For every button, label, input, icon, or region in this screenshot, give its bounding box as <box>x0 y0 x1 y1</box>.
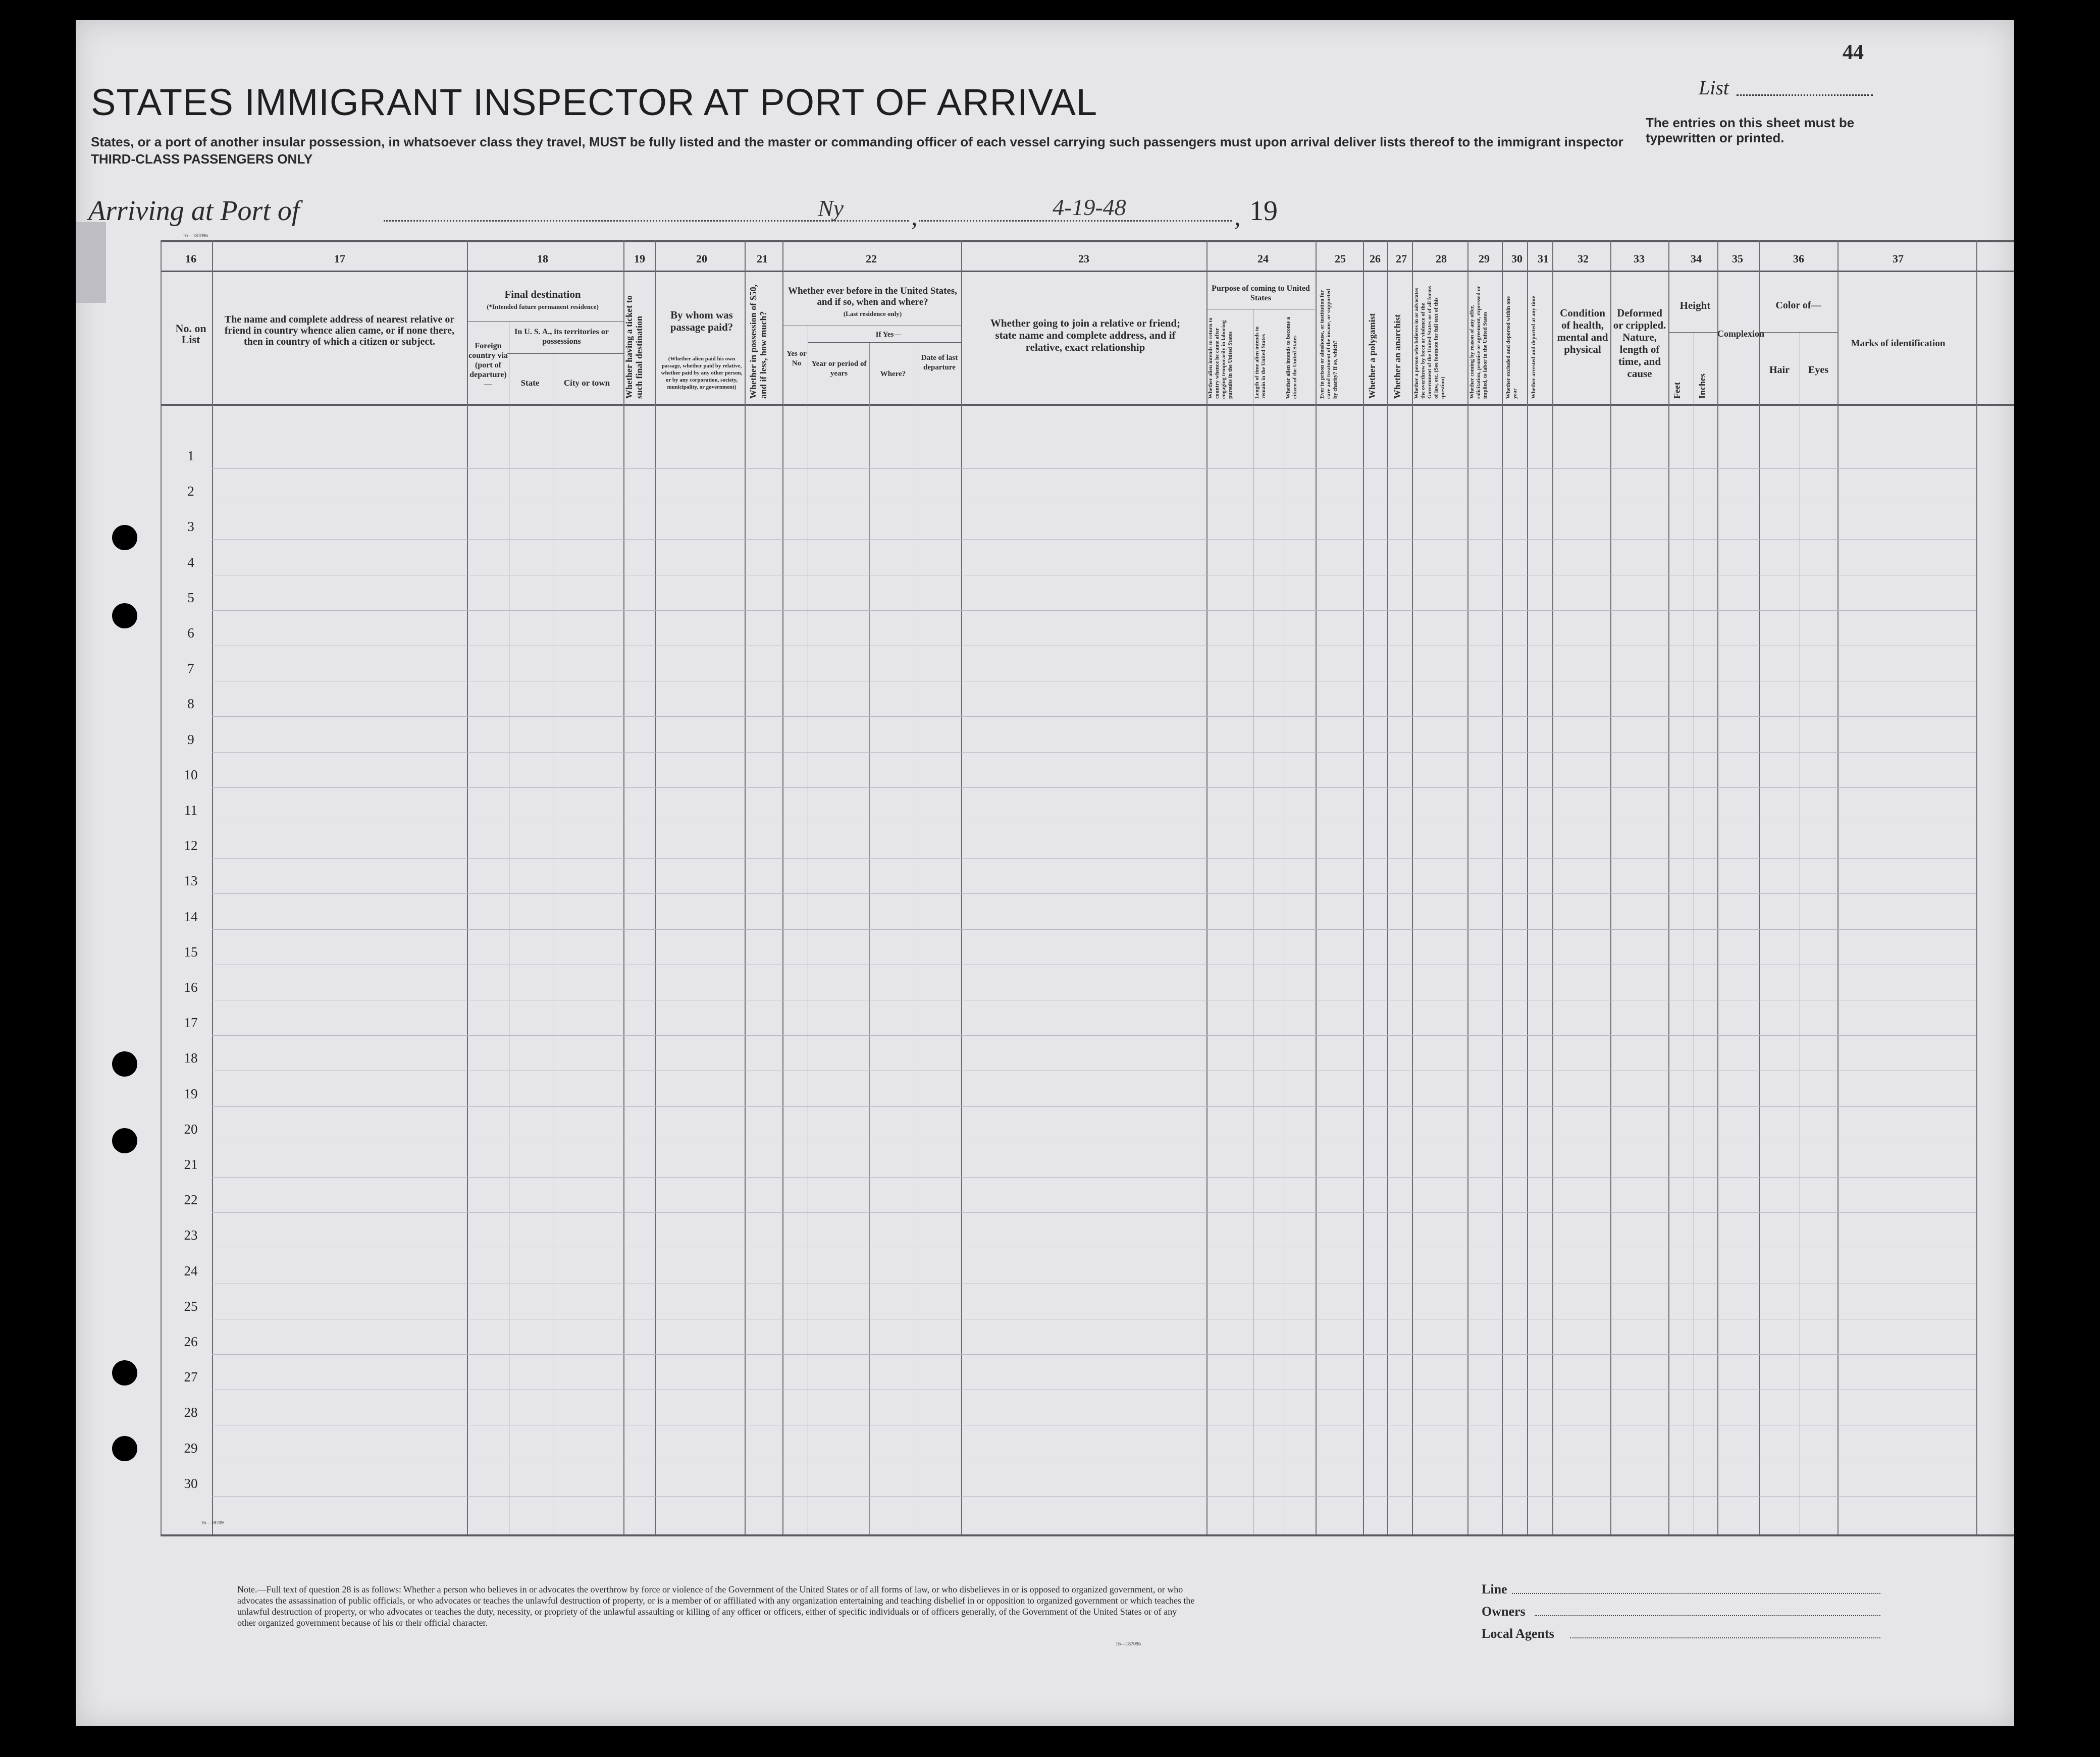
row-number: 4 <box>187 554 194 570</box>
column-divider <box>782 240 783 1534</box>
header-prison: Ever in prison or almshouse, or institution for care and treatment of the insane, or supported by charity? If so, which? <box>1319 289 1338 399</box>
port-value: Ny <box>818 195 844 221</box>
row-number: 10 <box>184 767 198 782</box>
row-number: 2 <box>187 484 194 499</box>
colnum-37: 37 <box>1893 252 1904 265</box>
row-number: 27 <box>184 1369 198 1385</box>
form-code-bottom: 16—18709 <box>201 1520 224 1526</box>
list-field[interactable] <box>1737 94 1873 96</box>
header-years: Year or period of years <box>811 360 867 378</box>
column-divider <box>1387 240 1388 1534</box>
column-divider <box>1610 240 1611 1534</box>
colnum-34: 34 <box>1691 252 1702 265</box>
column-divider <box>1363 240 1364 1534</box>
header-overthrow: Whether a person who believes in or advocates the overthrow by force or violence of the Government of the United States or of all forms of law, etc. (See footnote for full text of this question) <box>1413 286 1446 399</box>
header-hair: Hair <box>1769 364 1790 376</box>
instructions <box>91 133 1706 168</box>
punch-hole <box>112 1436 137 1461</box>
row-number: 22 <box>184 1192 198 1208</box>
colnum-16: 16 <box>185 252 196 265</box>
row-number: 15 <box>184 944 198 960</box>
footnote-code: 16—18709b <box>1116 1641 1141 1647</box>
colnum-22: 22 <box>866 252 877 265</box>
row-number: 14 <box>184 909 198 924</box>
header-if-yes: If Yes— <box>875 331 902 339</box>
manifest-sheet <box>76 20 2014 1726</box>
row-number: 16 <box>184 980 198 995</box>
column-divider <box>212 240 213 1534</box>
table-bottom-rule <box>161 1534 2014 1536</box>
comma: , <box>1234 202 1241 231</box>
row-number: 9 <box>187 731 194 747</box>
row-number: 17 <box>184 1015 198 1031</box>
usa-subrule <box>507 353 623 354</box>
form-code-top: 16—18709b <box>183 233 208 239</box>
header-purpose: Purpose of coming to United States <box>1212 284 1310 302</box>
table-row[interactable] <box>212 1035 1976 1036</box>
header-ever-before: Whether ever before in the United States, and if so, when and where? <box>788 286 958 307</box>
header-in-usa: In U. S. A., its territories or possessions <box>514 328 609 346</box>
list-label: List <box>1699 76 1729 99</box>
row-number: 19 <box>184 1086 198 1101</box>
row-number: 5 <box>187 590 194 605</box>
row-number: 18 <box>184 1050 198 1066</box>
row-number: 24 <box>184 1263 198 1279</box>
table-row[interactable] <box>212 1496 1976 1497</box>
header-eyes: Eyes <box>1808 364 1828 376</box>
colnum-28: 28 <box>1436 252 1447 265</box>
header-fifty-dollars: Whether in possession of $50, and if less, how much? <box>748 284 768 399</box>
colnum-23: 23 <box>1078 252 1089 265</box>
line-field[interactable] <box>1512 1593 1880 1594</box>
header-excluded: Whether excluded and deported within one year <box>1505 296 1518 399</box>
punch-hole <box>112 603 137 628</box>
header-deformed: Deformed or crippled. Nature, length of time, and cause <box>1613 307 1666 380</box>
page-number: 44 <box>1843 41 1864 64</box>
row-number: 6 <box>187 625 194 641</box>
header-passage-paid-sub: (Whether alien paid his own passage, whether paid by relative, whether paid by any other person, or by any corporation, society, municipality, or government) <box>661 356 743 390</box>
header-purpose-length: Length of time alien intends to remain in the United States <box>1254 326 1267 399</box>
table-row[interactable] <box>212 1106 1976 1107</box>
column-divider <box>623 240 624 1534</box>
color-subrule <box>1759 332 1838 333</box>
column-divider <box>467 240 468 1534</box>
date-value: 4-19-48 <box>1053 194 1126 220</box>
local-agents-label: Local Agents <box>1482 1626 1554 1641</box>
line-label: Line <box>1482 1582 1507 1596</box>
punch-hole <box>112 525 137 550</box>
table-top-rule <box>161 240 2014 242</box>
colnum-32: 32 <box>1578 252 1589 265</box>
column-divider <box>655 240 656 1534</box>
table-row[interactable] <box>212 539 1976 540</box>
row-number: 21 <box>184 1157 198 1172</box>
header-purpose-return: Whether alien intends to return to country whence he came after engaging temporarily in laboring pursuits in the United States <box>1208 317 1233 399</box>
colnum-29: 29 <box>1479 252 1490 265</box>
header-inches: Inches <box>1697 373 1707 399</box>
local-agents-field[interactable] <box>1570 1637 1880 1638</box>
row-number: 12 <box>184 838 198 854</box>
height-subrule <box>1669 332 1717 333</box>
final-dest-subrule <box>467 321 623 322</box>
table-row[interactable] <box>212 610 1976 611</box>
header-date-departure: Date of last departure <box>921 354 958 371</box>
header-join-relative: Whether going to join a relative or friend; state name and complete address, and if relative, exact relationship <box>990 317 1181 353</box>
header-ticket: Whether having a ticket to such final destination <box>624 295 644 399</box>
row-number: 29 <box>184 1440 198 1456</box>
header-no-on-list: No. on List <box>175 322 206 346</box>
colnum-19: 19 <box>634 252 645 265</box>
column-divider <box>1316 240 1317 1534</box>
row-number: 3 <box>187 519 194 535</box>
colnum-17: 17 <box>334 252 345 265</box>
footnote-question-28: Note.—Full text of question 28 is as follows: Whether a person who believes in or advocates the overthrow by force or violence of the Government of the United States or of all forms of law, or who disbelieves in or is opposed to organized government, or who advocates the assassination of public officials, or who advocates or teaches the unlawful destruction of property, or is a member of or affiliated with any organization entertaining and teaching disbelief in or opposition to organized government or which teaches the unlawful destruction of property, or who advocates or teaches the duty, necessity, or propriety of the unlawful assaulting or killing of any officer or officers, either of specific individuals or of officers generally, of the Government of the United States or of any other organized government because of his or their official character. <box>237 1584 1195 1628</box>
torn-edge <box>76 222 106 303</box>
arriving-label: Arriving at Port of <box>88 195 300 227</box>
column-divider <box>961 240 962 1534</box>
header-passage-paid: By whom was passage paid? <box>670 309 733 333</box>
colnum-30: 30 <box>1511 252 1522 265</box>
colnum-35: 35 <box>1732 252 1743 265</box>
colnum-21: 21 <box>757 252 768 265</box>
header-color-of: Color of— <box>1775 300 1821 311</box>
table-row[interactable] <box>212 468 1976 469</box>
comma: , <box>911 202 918 231</box>
header-health: Condition of health, mental and physical <box>1557 307 1608 355</box>
header-where: Where? <box>880 370 906 378</box>
colnum-rule <box>161 271 2014 272</box>
table-row[interactable] <box>212 1354 1976 1355</box>
header-yes-no: Yes or No <box>786 350 807 367</box>
row-number: 11 <box>184 803 197 818</box>
column-divider <box>869 342 870 1534</box>
header-final-destination-sub: (*Intended future permanent residence) <box>487 303 599 310</box>
table-row[interactable] <box>212 858 1976 859</box>
colnum-24: 24 <box>1257 252 1269 265</box>
colnum-20: 20 <box>696 252 707 265</box>
column-divider <box>1502 240 1503 1534</box>
header-feet: Feet <box>1672 382 1682 399</box>
header-marks: Marks of identification <box>1851 338 1946 349</box>
year-prefix: 19 <box>1249 195 1278 227</box>
colnum-18: 18 <box>537 252 548 265</box>
colnum-36: 36 <box>1793 252 1804 265</box>
header-foreign-country: Foreign country via (port of departure)— <box>468 342 508 389</box>
column-divider <box>1717 240 1718 1534</box>
table-row[interactable] <box>212 787 1976 788</box>
table-row[interactable] <box>212 752 1976 753</box>
header-labor-offer: Whether coming by reason of any offer, solicitation, promise or agreement, expressed or implied, to labor in the United States <box>1469 286 1488 399</box>
table-row[interactable] <box>212 893 1976 894</box>
column-divider <box>1527 240 1528 1534</box>
header-bottom-rule <box>161 404 2014 406</box>
column-divider <box>1467 240 1468 1534</box>
header-arrested: Whether arrested and deported at any time <box>1531 296 1537 399</box>
row-number: 8 <box>187 696 194 712</box>
row-number: 7 <box>187 661 194 676</box>
owners-label: Owners <box>1482 1604 1526 1619</box>
column-divider <box>745 240 746 1534</box>
instruction-text: States, or a port of another insular possession, in whatsoever class they travel, MUST be fully listed and the master or commanding officer of each vessel carrying such passengers must upon arrival deliver lists thereof to the immigrant inspector <box>91 134 1623 149</box>
table-row[interactable] <box>212 929 1976 930</box>
owners-field[interactable] <box>1535 1615 1880 1616</box>
table-row[interactable] <box>212 716 1976 717</box>
column-divider <box>1412 240 1413 1534</box>
row-number: 20 <box>184 1121 198 1137</box>
punch-hole <box>112 1128 137 1153</box>
header-purpose-citizen: Whether alien intends to become a citizen of the United States <box>1285 316 1298 399</box>
header-final-destination: Final destination <box>504 288 581 300</box>
row-number: 30 <box>184 1475 198 1491</box>
punch-hole <box>112 1360 137 1386</box>
header-nearest-relative: The name and complete address of nearest relative or friend in country whence alien came, or if none there, then in country of which a citizen or subject. <box>224 314 455 347</box>
row-number: 1 <box>187 448 194 463</box>
column-divider <box>1552 240 1553 1534</box>
page-title: STATES IMMIGRANT INSPECTOR AT PORT OF ARRIVAL <box>91 81 1098 123</box>
header-height: Height <box>1679 299 1711 311</box>
row-number: 26 <box>184 1334 198 1349</box>
header-state: State <box>520 378 540 388</box>
column-divider <box>161 240 162 1534</box>
column-divider <box>1976 240 1977 1534</box>
if-yes-subrule <box>808 342 961 343</box>
row-number: 23 <box>184 1228 198 1243</box>
colnum-26: 26 <box>1370 252 1381 265</box>
column-divider <box>1759 240 1760 1534</box>
colnum-27: 27 <box>1396 252 1407 265</box>
colnum-33: 33 <box>1634 252 1645 265</box>
column-divider <box>1206 240 1208 1534</box>
table-row[interactable] <box>212 1177 1976 1178</box>
header-ever-before-sub: (Last residence only) <box>843 310 902 317</box>
row-number: 28 <box>184 1405 198 1420</box>
header-polygamist: Whether a polygamist <box>1367 313 1377 399</box>
header-city: City or town <box>563 378 610 388</box>
header-complexion: Complexion <box>1717 329 1765 339</box>
column-divider <box>1668 240 1669 1534</box>
row-number: 13 <box>184 873 198 889</box>
row-number: 25 <box>184 1298 198 1314</box>
column-divider <box>1838 240 1839 1534</box>
entries-note: The entries on this sheet must be typewritten or printed. <box>1646 115 1855 145</box>
punch-hole <box>112 1051 137 1077</box>
colnum-31: 31 <box>1538 252 1549 265</box>
colnum-25: 25 <box>1335 252 1346 265</box>
header-anarchist: Whether an anarchist <box>1392 314 1402 399</box>
class-line: THIRD-CLASS PASSENGERS ONLY <box>91 151 313 167</box>
table-row[interactable] <box>212 1212 1976 1213</box>
